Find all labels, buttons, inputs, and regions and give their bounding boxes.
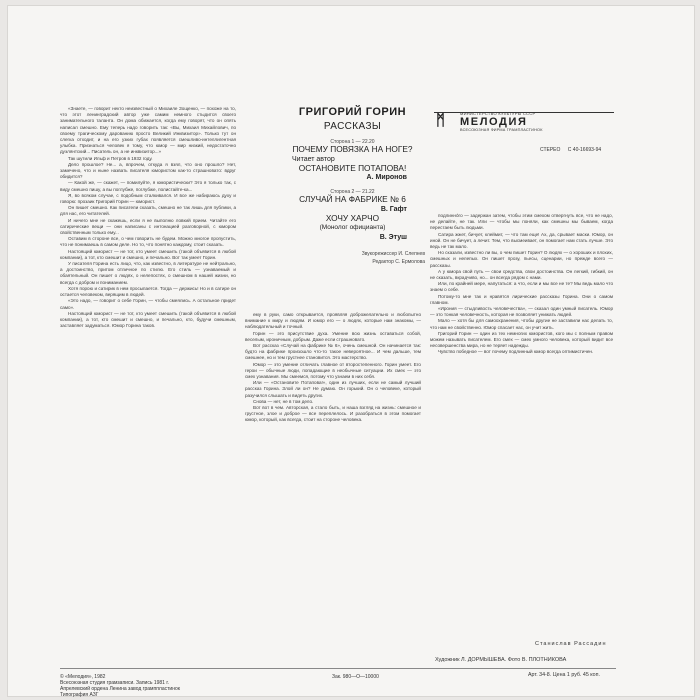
side-2-label: Сторона 2 — 21.22 bbox=[330, 189, 375, 195]
track-4-title: ХОЧУ ХАРЧО bbox=[325, 212, 380, 223]
melodiya-mark-icon: ᛗ bbox=[436, 111, 446, 129]
article-number: Арт. 34-8. bbox=[528, 672, 552, 678]
catalog-row bbox=[540, 147, 620, 153]
studio-line: Всесоюзная студия грамзаписи. Запись 1981 г. bbox=[60, 680, 169, 686]
essay-paragraph: У писателя Горина есть лицо, что, как известно, в литературе не нейтрально, а достоинство, притом отличное по стилю. Его стиль — узнаваемый и обаятельный. Он пишет о людях, о нелепостях, о смешном в нашей жизни, но всегда с добром и пониманием. bbox=[60, 261, 236, 285]
track-3-title: СЛУЧАЙ НА ФАБРИКЕ № 6 bbox=[299, 194, 406, 204]
label-name: МЕЛОДИЯ bbox=[460, 116, 528, 128]
track-4-subtitle: (Монолог официанта) bbox=[319, 224, 386, 231]
price: Цена 1 руб. 45 коп. bbox=[552, 672, 600, 678]
essay-signature: Станислав Рассадин bbox=[535, 641, 607, 647]
track-3-performer: В. Гафт bbox=[380, 205, 407, 213]
sound-engineer: Звукорежиссер И. Слепнев bbox=[361, 250, 425, 257]
track-2-performer: А. Миронов bbox=[366, 174, 407, 181]
print-line: Типография АЗГ bbox=[60, 692, 99, 698]
track-1-title: ПОЧЕМУ ПОВЯЗКА НА НОГЕ? bbox=[292, 144, 413, 154]
artist-credits: Художник Л. ДОРМЫШЕВА. Фото В. ПЛОТНИКОВА bbox=[435, 657, 567, 663]
essay-column-3 bbox=[430, 213, 613, 356]
essay-paragraph: ему в руки, само открывается, проявляя доброжелательно и любопытно внимание к миру и людям. И юмор его — о людях, которые нам знакомы, — наблюдательный и точный. bbox=[245, 312, 421, 330]
essay-paragraph: подлинно́го — задержан затем, чтобы этим смехом отвергнуть все, что не надо, не делайте, не так. Или — чтобы мы поняли, как смешны мы бываем, когда перестаем быть людьми. bbox=[430, 213, 613, 231]
footer-price bbox=[528, 672, 600, 679]
track-2-title: ОСТАНОВИТЕ ПОТАПОВА! bbox=[298, 162, 407, 173]
footer-publisher bbox=[60, 674, 180, 698]
essay-paragraph: Дело прошлое? Не... а, впрочем, откуда я взял, что оно прошло? Нет, замечено, что и ныне назвать писателя юмористом как-то страшновато: вдруг обидится? bbox=[60, 161, 236, 180]
ministry-text: МИНИСТЕРСТВО КУЛЬТУРЫ СССР bbox=[460, 111, 536, 116]
essay-paragraph: Вот вот в чем. Авторская, а стало быть, и наша взгляд на жизнь: смешное и грустное, злое и доброе — все переплелось. И разобраться в этом помогает юмор, который, как всегда, стоит на стороне человека. bbox=[245, 405, 421, 423]
essay-paragraph: «Ирония — стыдливость человечества», — сказал один умный писатель. Юмор — это тонкая человечность, которая не позволяет унижать людей. bbox=[430, 306, 613, 318]
essay-paragraph: Чувство победное — вот почему подлинный юмор всегда оптимистичен. bbox=[438, 349, 594, 355]
essay-paragraph: Настоящий юморист — не тот, кто умеет смешить (такой объявится в любой компании), а тот, кто смешит и смешно, и печально, кто, будучи смешным, заставляет задуматься. Юмор Горина таков. bbox=[60, 310, 236, 329]
essay-paragraph: Потому-то мне так и нравятся лирические рассказы Горина. Они о самом главном. bbox=[430, 293, 613, 305]
catalog-number: С 40-16693-94 bbox=[567, 147, 602, 153]
essay-paragraph: Или, по крайней мере, напутаться: а что, если и мы все не те? Мы ведь мало что знаем о себе. bbox=[430, 281, 613, 293]
essay-paragraph: Снова — нет, не в том дело. bbox=[253, 398, 314, 404]
essay-paragraph: Мало — хотя бы для самоохранения, чтобы другие не заставили нас делать то, что нам не свойственно. Юмор спасает нас, он учит жить. bbox=[430, 318, 613, 330]
label-subtitle: ВСЕСОЮЗНАЯ ФИРМА ГРАМПЛАСТИНОК bbox=[460, 128, 543, 132]
album-header bbox=[280, 106, 425, 266]
essay-paragraph: Оставим в стороне все, о чем говорить не будем. Можно многое пропустить, что не понимаешь в самом деле. Но то, что понятно каждому, стоит сказать. bbox=[60, 236, 236, 248]
editor: Редактор С. Ермолова bbox=[372, 258, 425, 265]
essay-paragraph: Или — «Остановите Потапова!», один из лучших, если не самый лучший рассказ Горина. Злой ли он? Не думаю. Он горький. Он о человеке, который разучился слышать и видеть других. bbox=[245, 380, 421, 398]
essay-paragraph: Он пишет смешно. Как писатели сказать, смешно не так лишь для публики, а для нас, его читателей. bbox=[60, 205, 236, 217]
author-name: ГРИГОРИЙ ГОРИН bbox=[298, 106, 407, 118]
factory-line: Апрелевский ордена Ленина завод грамппластинок bbox=[60, 686, 180, 692]
copyright-line: © «Мелодия», 1982 bbox=[60, 674, 106, 680]
essay-paragraph: Но сказали, известно ли вы, о чем пишет Горин? О людях — о хороших и плохих, смешных и нелепых. Он пишет прозу, пьесы, сценарии, но прежде всего — рассказы. bbox=[430, 250, 613, 268]
track-1-reader: Читает автор bbox=[292, 155, 335, 163]
melodiya-logo bbox=[434, 111, 614, 132]
essay-paragraph: Так шутили Ильф и Петров в 1932 году. bbox=[68, 155, 153, 161]
essay-paragraph: Юмор — это умение отличать главное от второстепенного. Горин умеет. Его герои — обычные люди, попадающие в необычные ситуации. Их смех — это смех узнавания. Мы смеемся, потому что узнаем в них себя. bbox=[245, 361, 421, 380]
order-number: Зак. 980—О—10000 bbox=[332, 674, 379, 680]
track-4-performer: В. Этуш bbox=[379, 233, 407, 241]
essay-paragraph: «Знаете, — говорит некто неизвестный о Михаиле Зощенко, — похоже на то, что этот ленинградский автор уже самим немного стыдится своего занимательного таланта. Он дома обижается, когда ему говорят, что он опять написал смешно. Ему теперь надо говорить так: «Вы, Михаил Михайлович, по своему трагическому дарованию просто Великий Инквизитор». Только тут он слегка отходит, и на его узких губах появляется смешливо-интеллигентная улыбка. Признаться человек я тому, что юмор — мир низкий, недостаточно дуэлянтский... Писатель он, а не инквизитор...» bbox=[60, 106, 236, 155]
essay-paragraph: Я, во всяком случае, с подобным сталкивался. И все же набираюсь духу и говорю: прозаик Григорий Горин — юморист. bbox=[60, 192, 236, 205]
footer-divider bbox=[60, 668, 616, 669]
essay-paragraph: Григорий Горин — один из тех немногих юмористов, кого мы с полным правом можем называть писателем. Его смех — смех умного человека, который видит все несовершенства мира, но не теряет надежды. bbox=[430, 330, 613, 349]
essay-paragraph: И ничего мне не скажешь, если я не выполню ловкий прием. Читайте его сатирические вещи — они написаны с интонацией разговорной, с юмором свойственным только ему... bbox=[60, 217, 236, 236]
essay-column-1 bbox=[60, 106, 236, 329]
album-title: РАССКАЗЫ bbox=[323, 121, 382, 132]
stereo-label: СТЕРЕО bbox=[540, 147, 561, 153]
essay-paragraph: А у юмора свой путь — свои средства, свои достоинства. Он легкий, гибкий, он не сказать, вкрадчиво, но... он всегда рядом с нами. bbox=[430, 268, 613, 281]
essay-paragraph: Вот рассказ «Случай на фабрике № 6», очень смешной. Он начинается так: будто на фабрике произошло что-то такое невероятное... И чем дальше, тем смешнее, но и тем грустнее становится. Это мастерство. bbox=[245, 343, 421, 361]
essay-column-2 bbox=[245, 312, 421, 424]
essay-paragraph: Настоящий юморист — не тот, кто умеет смешить (такой объявится в любой компании), а тот, кто смешит и смешно, и печально. Вот так умеет Горин. bbox=[60, 248, 236, 260]
essay-paragraph: — Какой же, — скажет, — помилуйте, я юмористически? Это я только так, с виду смешно пишу, а вы поглубже, поглубже, полистайте-ка... bbox=[60, 180, 236, 192]
essay-paragraph: Горин — это присутствие духа. Умение всю жизнь оставаться собой, веселым, ироничным, добрым. Даже если страшновато. bbox=[245, 330, 421, 342]
essay-paragraph: Сатира жжет, бичует, клеймит, — что там еще! Ах, да, срывает маски. Юмор, он иной. Он не бичует, а лечит. Тем, что высмеивает, он помогает нам стать лучше. Это ведь не так мало. bbox=[430, 231, 613, 250]
essay-paragraph: Хотя порою и сатирик в нем просыпается. Тогда — держись! Но и в сатире он остается человеком, верящим в людей. bbox=[60, 285, 236, 298]
side-1-label: Сторона 1 — 22.20 bbox=[330, 139, 375, 145]
essay-paragraph: «Это надо, — говорит о себе Горин, — чтобы смеялись. А остальное придет само». bbox=[60, 298, 236, 310]
